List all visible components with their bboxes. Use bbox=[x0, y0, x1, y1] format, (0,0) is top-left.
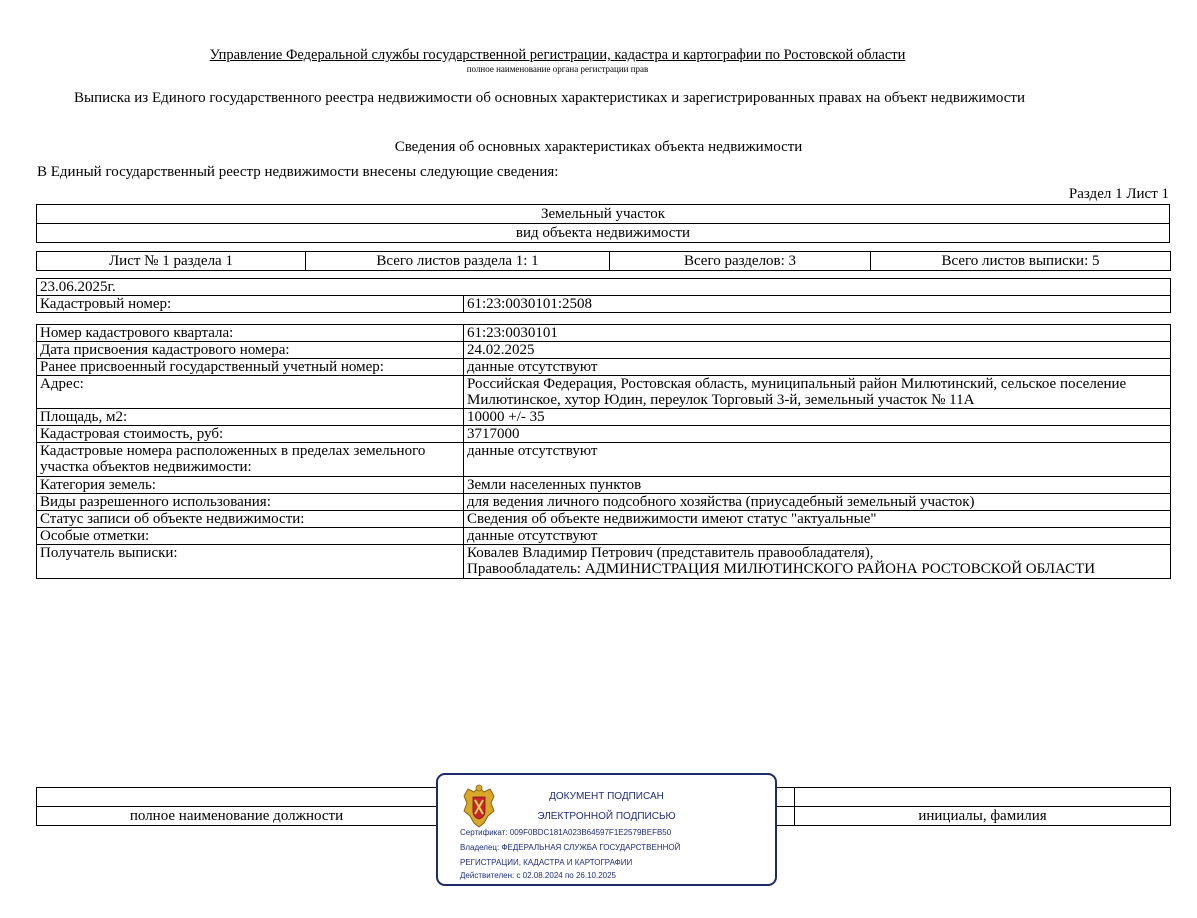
row-value: Земли населенных пунктов bbox=[464, 477, 1171, 494]
row-label: Адрес: bbox=[37, 376, 464, 409]
stamp-owner-1: Владелец: ФЕДЕРАЛЬНАЯ СЛУЖБА ГОСУДАРСТВЕННОЙ bbox=[460, 843, 681, 852]
total-sheets-extract: Всего листов выписки: 5 bbox=[871, 252, 1171, 271]
right-holder-line: Правообладатель: АДМИНИСТРАЦИЯ МИЛЮТИНСКОГО РАЙОНА РОСТОВСКОЙ ОБЛАСТИ bbox=[467, 561, 1096, 577]
row-value: 24.02.2025 bbox=[464, 342, 1171, 359]
table-row bbox=[37, 477, 1171, 494]
row-label: Категория земель: bbox=[37, 477, 464, 494]
row-label: Дата присвоения кадастрового номера: bbox=[37, 342, 464, 359]
row-value: 10000 +/- 35 bbox=[464, 409, 1171, 426]
row-value: для ведения личного подсобного хозяйства (приусадебный земельный участок) bbox=[464, 494, 1171, 511]
row-label: Виды разрешенного использования: bbox=[37, 494, 464, 511]
row-label: Кадастровые номера расположенных в пределах земельного участка объектов недвижимости: bbox=[37, 443, 464, 477]
authority-name bbox=[0, 47, 1115, 64]
row-label: Кадастровая стоимость, руб: bbox=[37, 426, 464, 443]
object-type-caption: вид объекта недвижимости bbox=[37, 224, 1170, 243]
row-value bbox=[464, 545, 1171, 579]
table-row bbox=[37, 545, 1171, 579]
total-sections: Всего разделов: 3 bbox=[610, 252, 871, 271]
table-row bbox=[37, 342, 1171, 359]
stamp-line-1: ДОКУМЕНТ ПОДПИСАН bbox=[549, 791, 664, 802]
document-title: Выписка из Единого государственного реестра недвижимости об основных характеристиках и зарегистрированных правах на объект недвижимости bbox=[74, 90, 1026, 106]
name-cell bbox=[795, 788, 1171, 807]
row-label: Ранее присвоенный государственный учетный номер: bbox=[37, 359, 464, 376]
row-label: Площадь, м2: bbox=[37, 409, 464, 426]
row-value: 61:23:0030101 bbox=[464, 325, 1171, 342]
object-type: Земельный участок bbox=[37, 205, 1170, 224]
total-sheets-section: Всего листов раздела 1: 1 bbox=[306, 252, 610, 271]
stamp-owner-2: РЕГИСТРАЦИИ, КАДАСТРА И КАРТОГРАФИИ bbox=[460, 858, 633, 867]
name-caption: инициалы, фамилия bbox=[795, 807, 1171, 826]
row-label: Особые отметки: bbox=[37, 528, 464, 545]
table-row bbox=[37, 511, 1171, 528]
row-value: Российская Федерация, Ростовская область, муниципальный район Милютинский, сельское поселение Милютинское, хутор Юдин, переулок Торговый 3-й, земельный участок № 11А bbox=[464, 376, 1171, 409]
row-value: данные отсутствуют bbox=[464, 443, 1171, 477]
position-caption: полное наименование должности bbox=[37, 807, 437, 826]
table-row bbox=[37, 409, 1171, 426]
table-row bbox=[37, 325, 1171, 342]
row-label: Номер кадастрового квартала: bbox=[37, 325, 464, 342]
intro-text: В Единый государственный реестр недвижимости внесены следующие сведения: bbox=[37, 164, 559, 180]
sheet-number: Лист № 1 раздела 1 bbox=[37, 252, 306, 271]
stamp-certificate: Сертификат: 009F0BDC181A023B64597F1E2579BEFB50 bbox=[460, 828, 672, 837]
characteristics-table bbox=[36, 324, 1171, 579]
table-row bbox=[37, 359, 1171, 376]
coat-of-arms-icon bbox=[458, 783, 500, 829]
row-label: Статус записи об объекте недвижимости: bbox=[37, 511, 464, 528]
sheet-info-table bbox=[36, 251, 1171, 271]
section-title: Сведения об основных характеристиках объекта недвижимости bbox=[394, 139, 803, 155]
table-row bbox=[37, 426, 1171, 443]
stamp-validity: Действителен: с 02.08.2024 по 26.10.2025 bbox=[460, 871, 616, 880]
position-cell bbox=[37, 788, 437, 807]
row-value: данные отсутствуют bbox=[464, 359, 1171, 376]
table-row bbox=[37, 528, 1171, 545]
authority-caption: полное наименование органа регистрации прав bbox=[466, 64, 649, 74]
table-row bbox=[37, 376, 1171, 409]
date-cadastral-table bbox=[36, 278, 1171, 313]
table-row bbox=[37, 443, 1171, 477]
extract-date: 23.06.2025г. bbox=[37, 279, 1171, 296]
cadastral-number-value: 61:23:0030101:2508 bbox=[464, 296, 1171, 313]
authority-name-text: Управление Федеральной службы государственной регистрации, кадастра и картографии по Ростовской области bbox=[209, 47, 906, 63]
electronic-signature-stamp bbox=[436, 773, 777, 886]
cadastral-number-label: Кадастровый номер: bbox=[37, 296, 464, 313]
recipient-line: Ковалев Владимир Петрович (представитель правообладателя), bbox=[467, 545, 874, 561]
section-reference: Раздел 1 Лист 1 bbox=[1068, 186, 1169, 202]
stamp-line-2: ЭЛЕКТРОННОЙ ПОДПИСЬЮ bbox=[537, 811, 676, 822]
row-value: Сведения об объекте недвижимости имеют статус "актуальные" bbox=[464, 511, 1171, 528]
row-value: данные отсутствуют bbox=[464, 528, 1171, 545]
table-row bbox=[37, 494, 1171, 511]
row-label: Получатель выписки: bbox=[37, 545, 464, 579]
object-type-table bbox=[36, 204, 1170, 243]
row-value: 3717000 bbox=[464, 426, 1171, 443]
